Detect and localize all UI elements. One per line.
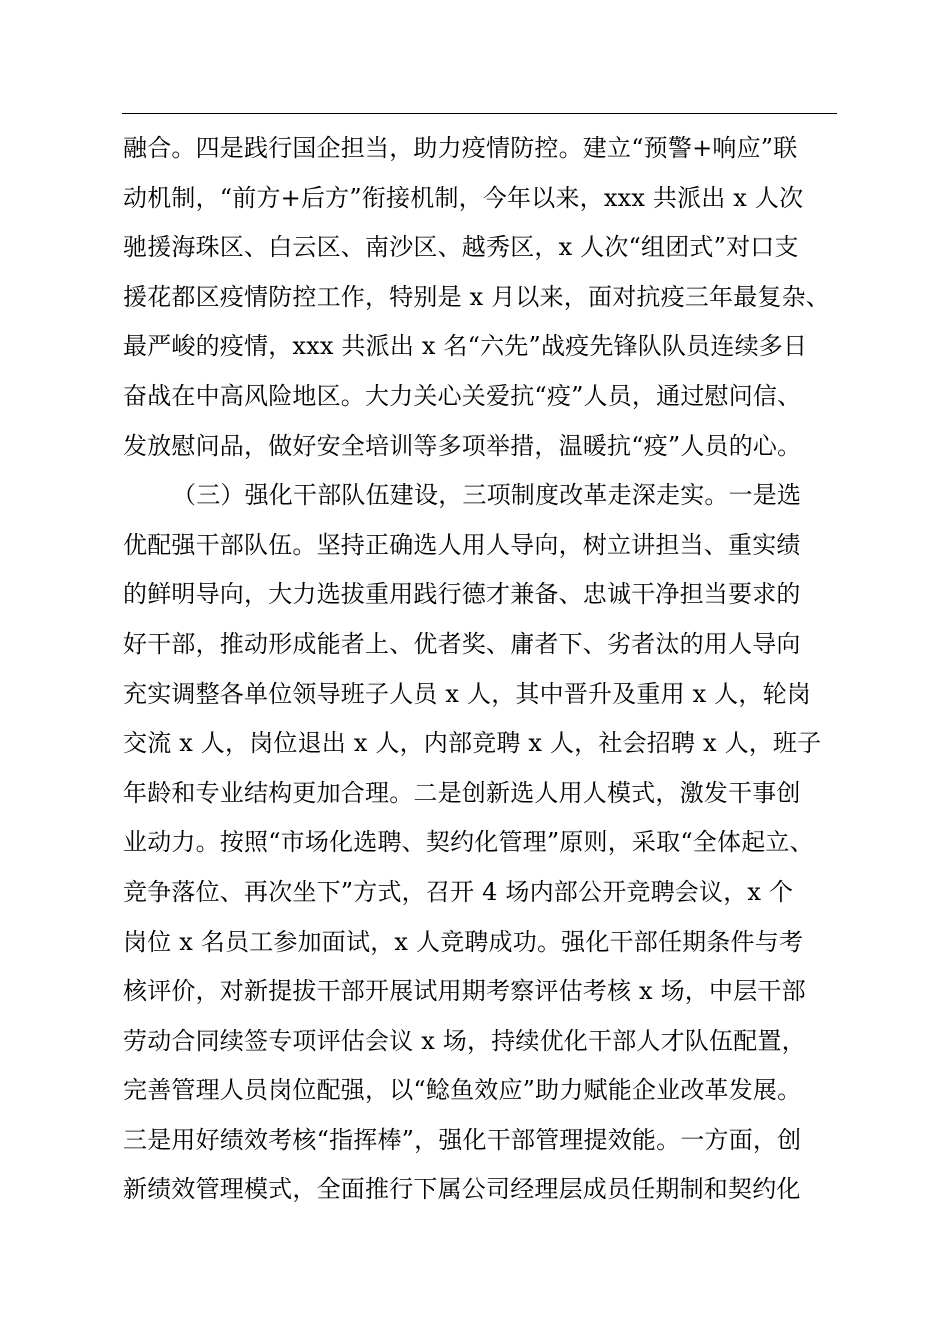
text-line: 最严峻的疫情，xxx 共派出 x 名“六先”战疫先锋队队员连续多日 <box>123 332 808 361</box>
text-line: 驰援海珠区、白云区、南沙区、越秀区，x 人次“组团式”对口支 <box>123 233 799 262</box>
text-line: 动机制，“前方+后方”衔接机制，今年以来，xxx 共派出 x 人次 <box>123 183 804 212</box>
text-line: 融合。四是践行国企担当，助力疫情防控。建立“预警+响应”联 <box>123 134 798 162</box>
text-line: 岗位 x 名员工参加面试，x 人竞聘成功。强化干部任期条件与考 <box>123 927 804 956</box>
text-line: 核评价，对新提拔干部开展试用期考察评估考核 x 场，中层干部 <box>123 977 806 1006</box>
text-line: 劳动合同续签专项评估会议 x 场，持续优化干部人才队伍配置， <box>123 1026 806 1055</box>
text-line: 援花都区疫情防控工作，特别是 x 月以来，面对抗疫三年最复杂、 <box>123 282 830 311</box>
header-rule <box>122 113 837 114</box>
text-line: 发放慰问品，做好安全培训等多项举措，温暖抗“疫”人员的心。 <box>123 431 802 460</box>
document-body <box>123 124 843 1215</box>
text-line: 的鲜明导向，大力选拔重用践行德才兼备、忠诚干净担当要求的 <box>123 580 801 609</box>
section-heading-line: （三）强化干部队伍建设，三项制度改革走深走实。一是选 <box>172 481 802 510</box>
text-line: 交流 x 人，岗位退出 x 人，内部竞聘 x 人，社会招聘 x 人，班子 <box>123 729 822 758</box>
text-line: 业动力。按照“市场化选聘、契约化管理”原则，采取“全体起立、 <box>123 828 814 857</box>
text-line: 竞争落位、再次坐下”方式，召开 4 场内部公开竞聘会议，x 个 <box>123 877 794 906</box>
text-line: 完善管理人员岗位配强，以“鲶鱼效应”助力赋能企业改革发展。 <box>123 1076 802 1105</box>
text-line: 好干部，推动形成能者上、优者奖、庸者下、劣者汰的用人导向 <box>123 629 801 658</box>
text-line: 优配强干部队伍。坚持正确选人用人导向，树立讲担当、重实绩 <box>123 530 801 559</box>
text-line: 新绩效管理模式，全面推行下属公司经理层成员任期制和契约化 <box>123 1175 801 1204</box>
text-line: 充实调整各单位领导班子人员 x 人，其中晋升及重用 x 人，轮岗 <box>123 679 811 708</box>
text-line: 三是用好绩效考核“指挥棒”，强化干部管理提效能。一方面，创 <box>123 1125 802 1154</box>
text-line: 年龄和专业结构更加合理。二是创新选人用人模式，激发干事创 <box>123 778 801 807</box>
text-line: 奋战在中高风险地区。大力关心关爱抗“疫”人员，通过慰问信、 <box>123 381 802 410</box>
